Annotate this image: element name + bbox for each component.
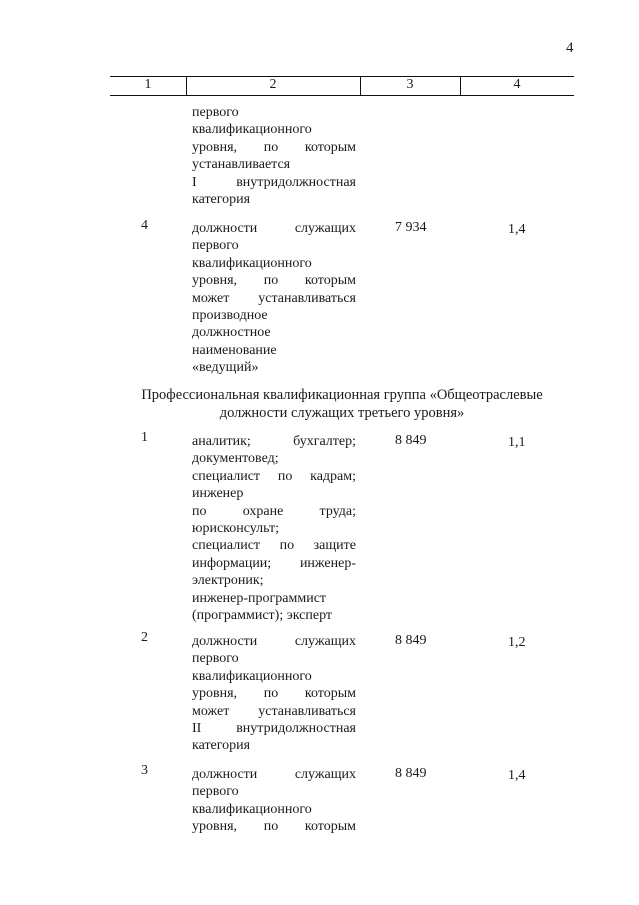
row-number: 2 bbox=[141, 630, 148, 645]
row-description bbox=[192, 766, 356, 836]
text-line: «ведущий» bbox=[192, 360, 259, 376]
header-bottom-rule bbox=[110, 95, 574, 96]
text-line: специалист по защите bbox=[192, 538, 356, 554]
text-line: юрисконсульт; bbox=[192, 521, 280, 537]
row-description bbox=[192, 220, 356, 377]
row-salary: 8 849 bbox=[395, 633, 427, 648]
text-line: категория bbox=[192, 738, 251, 754]
text-line: наименование bbox=[192, 342, 277, 358]
group-title bbox=[110, 386, 574, 422]
text-line: устанавливается bbox=[192, 157, 291, 173]
page-number: 4 bbox=[566, 40, 574, 56]
text-line: уровня, по которым bbox=[192, 139, 356, 155]
text-line: II внутридолжностная bbox=[192, 721, 356, 737]
header-col-3: 3 bbox=[406, 77, 414, 92]
text-line: может устанавливаться bbox=[192, 290, 356, 306]
text-line: уровня, по которым bbox=[192, 273, 356, 289]
row-coefficient: 1,4 bbox=[508, 768, 526, 783]
text-line: квалификационного bbox=[192, 255, 312, 271]
text-line: первого bbox=[192, 651, 239, 667]
text-line: первого bbox=[192, 238, 239, 254]
text-line: уровня, по которым bbox=[192, 819, 356, 835]
row-salary: 8 849 bbox=[395, 433, 427, 448]
text-line: должности служащих bbox=[192, 634, 356, 649]
text-line: аналитик; бухгалтер; bbox=[192, 434, 356, 449]
text-line: должности служащих bbox=[192, 767, 356, 782]
continuation-text bbox=[192, 104, 356, 208]
row-number: 1 bbox=[141, 430, 148, 445]
text-line: I внутридолжностная bbox=[192, 174, 356, 190]
text-line: информации; инженер- bbox=[192, 555, 356, 571]
text-line: уровня, по которым bbox=[192, 686, 356, 702]
row-number: 3 bbox=[141, 763, 148, 778]
text-line: документовед; bbox=[192, 451, 279, 467]
text-line: инженер bbox=[192, 486, 244, 502]
row-coefficient: 1,4 bbox=[508, 222, 526, 237]
group-title-line: должности служащих третьего уровня» bbox=[219, 405, 465, 421]
text-line: специалист по кадрам; bbox=[192, 468, 356, 484]
text-line: должности служащих bbox=[192, 221, 356, 236]
text-line: электроник; bbox=[192, 573, 264, 589]
header-col-2: 2 bbox=[269, 77, 277, 92]
row-description bbox=[192, 633, 356, 755]
header-col-4: 4 bbox=[513, 77, 521, 92]
row-coefficient: 1,1 bbox=[508, 435, 526, 450]
text-line: должностное bbox=[192, 325, 271, 341]
text-line: квалификационного bbox=[192, 122, 312, 138]
header-col-1: 1 bbox=[144, 77, 152, 92]
group-title-line: Профессиональная квалификационная группа «Общеотраслевые bbox=[141, 387, 543, 403]
text-line: категория bbox=[192, 192, 251, 208]
row-coefficient: 1,2 bbox=[508, 635, 526, 650]
row-number: 4 bbox=[141, 218, 148, 233]
table-header bbox=[110, 76, 574, 96]
text-line: первого bbox=[192, 105, 239, 120]
text-line: квалификационного bbox=[192, 801, 312, 817]
row-description bbox=[192, 433, 356, 624]
text-line: первого bbox=[192, 784, 239, 800]
text-line: производное bbox=[192, 308, 268, 324]
text-line: квалификационного bbox=[192, 668, 312, 684]
row-salary: 8 849 bbox=[395, 766, 427, 781]
text-line: (программист); эксперт bbox=[192, 608, 333, 624]
text-line: по охране труда; bbox=[192, 503, 356, 519]
row-salary: 7 934 bbox=[395, 220, 427, 235]
text-line: может устанавливаться bbox=[192, 703, 356, 719]
text-line: инженер-программист bbox=[192, 590, 327, 606]
